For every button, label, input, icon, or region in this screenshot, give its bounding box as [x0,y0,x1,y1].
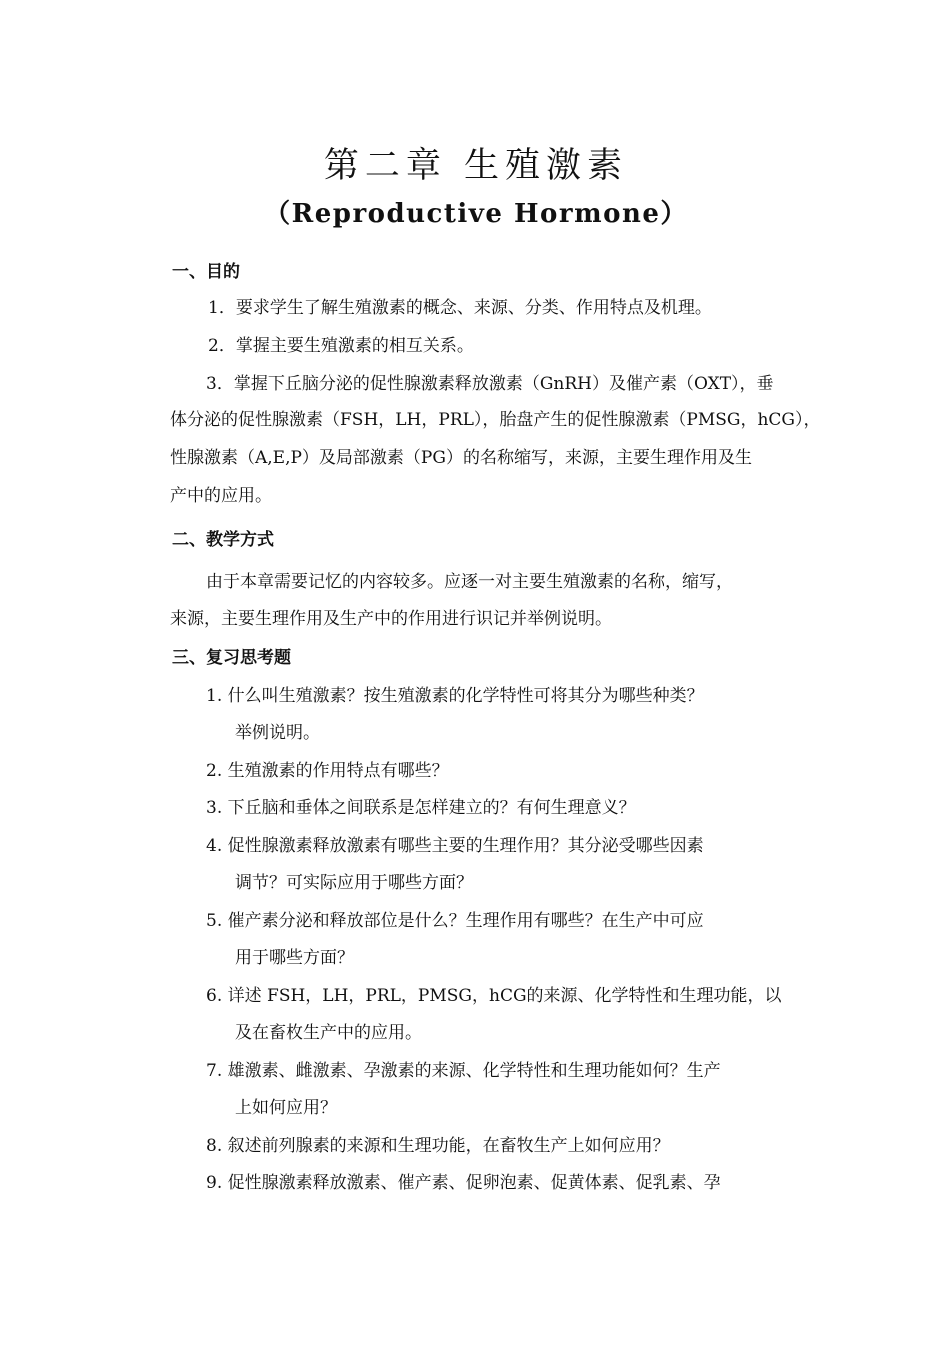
question-4-line-2: 调节？可实际应用于哪些方面？ [235,873,473,893]
question-2-line-1: 2. 生殖激素的作用特点有哪些？ [206,761,449,781]
objective-item-1: 1．要求学生了解生殖激素的概念、来源、分类、作用特点及机理。 [208,298,712,318]
question-5-line-1: 5. 催产素分泌和释放部位是什么？生理作用有哪些？在生产中可应 [206,911,704,931]
question-1-line-2: 举例说明。 [235,723,320,743]
question-6-line-2: 及在畜枚生产中的应用。 [235,1023,422,1043]
question-7-line-2: 上如何应用？ [235,1098,337,1118]
objective-item-3-line-3: 性腺激素（A,E,P）及局部激素（PG）的名称缩写，来源，主要生理作用及生 [170,448,752,468]
chapter-subtitle: （Reproductive Hormone） [264,199,688,229]
section-heading-objectives: 一、目的 [172,262,240,282]
section-heading-review-questions: 三、复习思考题 [172,648,291,668]
question-9-line-1: 9. 促性腺激素释放激素、催产素、促卵泡素、促黄体素、促乳素、孕 [206,1173,721,1193]
section-heading-teaching-method: 二、教学方式 [172,530,274,550]
question-3-line-1: 3. 下丘脑和垂体之间联系是怎样建立的？有何生理意义？ [206,798,636,818]
question-8-line-1: 8. 叙述前列腺素的来源和生理功能，在畜牧生产上如何应用？ [206,1136,670,1156]
objective-item-3-line-4: 产中的应用。 [170,486,272,506]
question-7-line-1: 7. 雄激素、雌激素、孕激素的来源、化学特性和生理功能如何？生产 [206,1061,721,1081]
objective-item-2: 2．掌握主要生殖激素的相互关系。 [208,336,474,356]
question-1-line-1: 1. 什么叫生殖激素？按生殖激素的化学特性可将其分为哪些种类？ [206,686,704,706]
chapter-title: 第二章 生殖激素 [323,146,629,186]
question-6-line-1: 6. 详述 FSH，LH，PRL，PMSG，hCG的来源、化学特性和生理功能，以 [206,986,782,1006]
teaching-method-line-1: 由于本章需要记忆的内容较多。应逐一对主要生殖激素的名称，缩写， [206,572,733,592]
question-4-line-1: 4. 促性腺激素释放激素有哪些主要的生理作用？其分泌受哪些因素 [206,836,704,856]
objective-item-3-line-2: 体分泌的促性腺激素（FSH，LH，PRL），胎盘产生的促性腺激素（PMSG，hCG）， [170,410,821,430]
question-5-line-2: 用于哪些方面？ [235,948,354,968]
objective-item-3-line-1: 3．掌握下丘脑分泌的促性腺激素释放激素（GnRH）及催产素（OXT），垂 [206,374,774,394]
teaching-method-line-2: 来源，主要生理作用及生产中的作用进行识记并举例说明。 [170,609,612,629]
